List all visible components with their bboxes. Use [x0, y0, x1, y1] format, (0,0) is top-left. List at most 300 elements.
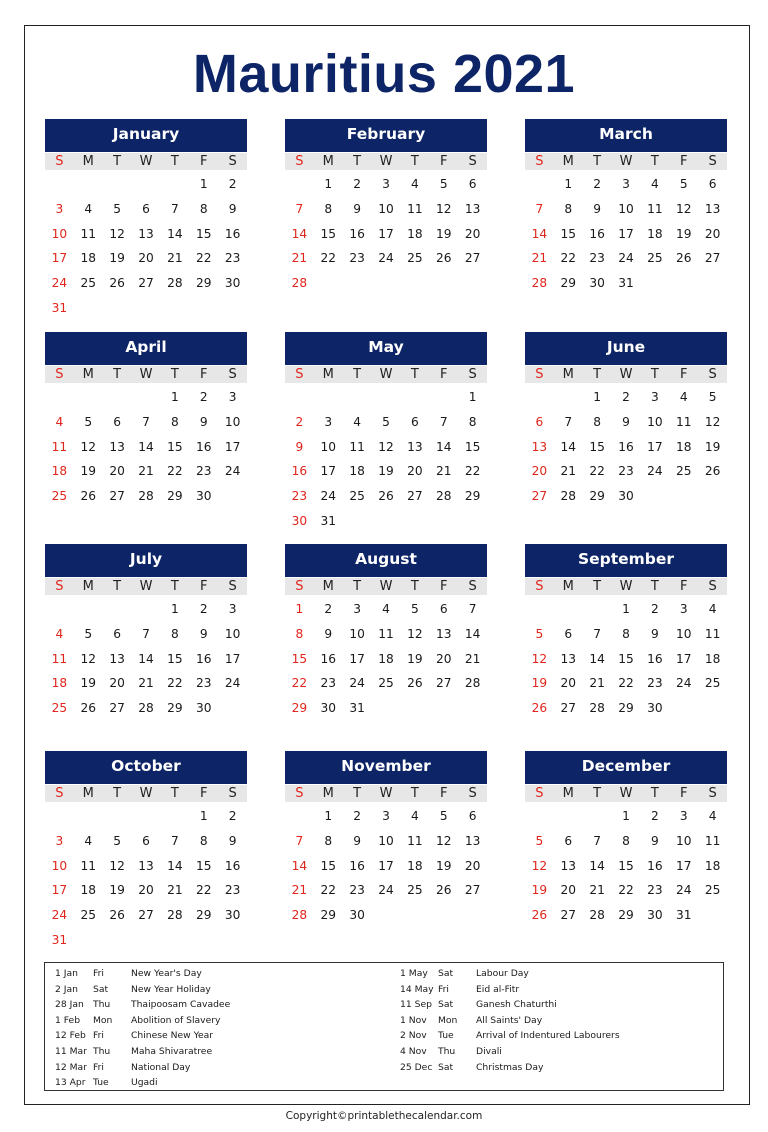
weekday-label: F [679, 367, 688, 382]
day-cell: 30 [589, 276, 605, 291]
holiday-date: 25 Dec [400, 1061, 433, 1073]
day-cell: 27 [407, 489, 423, 504]
holiday-date: 12 Mar [55, 1061, 87, 1073]
day-cell: 24 [618, 251, 634, 266]
month-name: December [525, 751, 727, 784]
day-cell: 6 [564, 833, 573, 848]
day-cell: 3 [55, 833, 64, 848]
day-cell: 9 [199, 626, 208, 641]
day-cell: 26 [531, 701, 548, 716]
day-cell: 6 [410, 414, 419, 429]
day-cell: 20 [435, 651, 452, 666]
day-cell: 6 [468, 177, 477, 191]
day-cell: 7 [142, 626, 150, 641]
day-cell: 12 [80, 651, 97, 666]
day-cell: 16 [195, 439, 212, 454]
day-cell: 22 [167, 676, 183, 691]
day-cell: 4 [679, 390, 688, 404]
weekday-label: M [322, 154, 334, 169]
week-row [45, 222, 247, 247]
day-cell: 7 [535, 201, 544, 216]
month-name: April [45, 332, 247, 365]
weekday-header [285, 785, 487, 802]
day-cell [343, 509, 372, 534]
week-row [285, 804, 487, 829]
day-cell: 17 [224, 439, 241, 454]
day-cell: 10 [647, 414, 663, 429]
holiday-weekday: Thu [93, 1045, 111, 1057]
day-cell: 22 [618, 883, 634, 898]
day-cell: 14 [464, 626, 481, 641]
day-cell: 31 [349, 701, 365, 716]
day-cell [103, 172, 132, 197]
day-cell: 24 [51, 276, 68, 291]
day-cell [218, 484, 247, 509]
day-cell: 30 [320, 701, 337, 716]
day-cell: 13 [109, 439, 125, 454]
weekday-label: S [295, 579, 304, 594]
day-cell: 4 [708, 602, 717, 616]
day-cell: 29 [618, 701, 634, 716]
day-cell: 21 [167, 883, 183, 898]
weekday-label: T [650, 579, 659, 594]
week-row [45, 197, 247, 222]
day-cell: 3 [679, 809, 688, 823]
month-name: October [45, 751, 247, 784]
day-cell: 16 [320, 651, 337, 666]
day-cell: 13 [704, 201, 721, 216]
day-cell [429, 696, 458, 721]
day-cell: 19 [531, 883, 548, 898]
week-row [285, 385, 487, 410]
weekday-header [285, 153, 487, 170]
weekday-label: T [170, 786, 179, 801]
day-cell: 22 [167, 464, 183, 479]
holiday-name: Divali [476, 1045, 502, 1057]
day-cell: 29 [464, 489, 481, 504]
day-cell: 30 [224, 908, 241, 923]
month-name: February [285, 119, 487, 152]
holiday-weekday: Tue [438, 1030, 454, 1042]
day-cell: 17 [378, 858, 394, 873]
day-cell: 21 [291, 251, 308, 266]
day-cell [554, 804, 583, 829]
weekday-label: S [55, 154, 64, 169]
day-cell: 26 [675, 251, 692, 266]
month-name: May [285, 332, 487, 365]
week-row [285, 696, 487, 721]
day-cell [525, 385, 554, 410]
weekday-label: M [82, 367, 94, 382]
weekday-header [45, 578, 247, 595]
day-cell: 18 [675, 439, 692, 454]
day-cell: 12 [378, 439, 394, 454]
day-cell: 8 [295, 626, 304, 641]
day-cell: 14 [138, 651, 154, 666]
day-cell: 20 [464, 226, 481, 241]
week-row [525, 671, 727, 696]
weekday-label: F [439, 786, 448, 801]
day-cell: 24 [675, 676, 692, 691]
weekday-header [525, 785, 727, 802]
day-cell: 20 [407, 464, 423, 479]
day-cell: 26 [704, 464, 721, 479]
day-cell: 25 [704, 676, 721, 691]
day-cell [372, 903, 401, 928]
day-cell: 3 [650, 390, 659, 404]
weekday-label: S [535, 154, 544, 169]
weekday-label: M [562, 786, 574, 801]
holiday-weekday: Sat [93, 983, 109, 995]
day-cell: 25 [80, 276, 97, 291]
day-cell: 8 [468, 414, 477, 429]
holiday-date: 1 May [400, 968, 428, 979]
weekday-label: F [439, 154, 448, 169]
weekday-label: W [379, 786, 393, 801]
copyright-footer: Copyright©printablethecalendar.com [285, 1110, 483, 1122]
holiday-date: 13 Apr [55, 1077, 86, 1089]
day-cell [285, 385, 314, 410]
day-cell: 27 [704, 251, 721, 266]
day-cell: 24 [378, 883, 394, 898]
day-cell: 10 [224, 414, 241, 429]
day-cell: 4 [410, 177, 419, 191]
day-cell: 11 [407, 833, 423, 848]
holiday-name: New Year Holiday [131, 983, 211, 995]
holiday-weekday: Sat [438, 968, 454, 979]
weekday-label: S [295, 367, 304, 382]
day-cell: 2 [353, 177, 362, 191]
holiday-name: Labour Day [476, 968, 529, 979]
day-cell: 15 [560, 226, 577, 241]
week-row [45, 854, 247, 879]
day-cell: 17 [647, 439, 663, 454]
day-cell: 7 [295, 833, 304, 848]
day-cell: 22 [618, 676, 634, 691]
weekday-label: M [562, 367, 574, 382]
day-cell: 18 [378, 651, 394, 666]
day-cell [343, 385, 372, 410]
day-cell: 25 [407, 251, 423, 266]
day-cell [218, 296, 247, 321]
day-cell [74, 385, 103, 410]
week-row [285, 271, 487, 296]
week-row [285, 459, 487, 484]
day-cell: 1 [324, 809, 333, 823]
day-cell: 19 [435, 226, 452, 241]
day-cell: 20 [531, 464, 548, 479]
day-cell [74, 172, 103, 197]
day-cell: 10 [320, 439, 337, 454]
holiday-date: 2 Nov [400, 1030, 427, 1042]
day-cell: 22 [320, 251, 337, 266]
holiday-weekday: Mon [93, 1014, 113, 1026]
month-february [285, 119, 487, 296]
weekday-label: S [468, 786, 477, 801]
day-cell: 8 [324, 833, 333, 848]
day-cell: 2 [353, 809, 362, 823]
day-cell: 14 [291, 858, 308, 873]
day-cell: 16 [224, 226, 241, 241]
day-cell: 3 [228, 602, 237, 616]
day-cell: 5 [410, 602, 419, 616]
day-cell: 23 [195, 676, 212, 691]
day-cell: 5 [535, 833, 544, 848]
day-cell: 15 [195, 226, 212, 241]
weekday-label: F [679, 786, 688, 801]
day-cell: 28 [589, 908, 605, 923]
day-cell: 19 [109, 883, 125, 898]
day-cell [400, 385, 429, 410]
weekday-label: T [593, 154, 602, 169]
day-cell [640, 271, 669, 296]
weekday-label: S [55, 367, 64, 382]
week-row [45, 385, 247, 410]
day-cell: 18 [704, 858, 721, 873]
week-row [525, 459, 727, 484]
week-row [285, 829, 487, 854]
week-row [525, 385, 727, 410]
day-cell: 21 [531, 251, 548, 266]
week-row [285, 197, 487, 222]
day-cell: 11 [647, 201, 663, 216]
day-cell [429, 271, 458, 296]
day-cell: 23 [224, 251, 241, 266]
day-cell: 14 [435, 439, 452, 454]
holiday-list [44, 962, 724, 1091]
weekday-label: T [113, 367, 122, 382]
day-cell: 14 [138, 439, 154, 454]
day-cell: 17 [618, 226, 634, 241]
weekday-label: S [295, 154, 304, 169]
day-cell: 26 [80, 489, 97, 504]
weekday-header [45, 366, 247, 383]
day-cell: 16 [349, 226, 365, 241]
day-cell: 14 [167, 226, 183, 241]
day-cell: 20 [560, 883, 577, 898]
weekday-label: T [593, 579, 602, 594]
day-cell: 22 [464, 464, 481, 479]
day-cell: 18 [407, 858, 423, 873]
holiday-date: 11 Mar [55, 1045, 87, 1057]
weekday-header [525, 153, 727, 170]
day-cell: 4 [708, 809, 717, 823]
month-name: November [285, 751, 487, 784]
day-cell: 7 [295, 201, 304, 216]
day-cell: 1 [593, 390, 602, 404]
week-row [45, 459, 247, 484]
day-cell: 14 [589, 858, 605, 873]
day-cell: 24 [378, 251, 394, 266]
day-cell: 17 [378, 226, 394, 241]
day-cell [103, 928, 132, 953]
day-cell: 12 [531, 651, 548, 666]
day-cell: 20 [138, 251, 154, 266]
weekday-label: S [228, 154, 237, 169]
day-cell: 12 [435, 201, 452, 216]
day-cell: 26 [378, 489, 394, 504]
weekday-label: T [410, 154, 419, 169]
week-row [45, 903, 247, 928]
day-cell: 23 [291, 489, 308, 504]
day-cell [103, 597, 132, 622]
day-cell: 23 [647, 883, 663, 898]
day-cell: 20 [109, 676, 125, 691]
week-row [285, 671, 487, 696]
day-cell: 2 [324, 602, 333, 616]
day-cell: 24 [647, 464, 663, 479]
month-name: August [285, 544, 487, 577]
day-cell: 2 [199, 602, 208, 616]
day-cell [372, 509, 401, 534]
day-cell: 21 [138, 676, 154, 691]
day-cell: 12 [80, 439, 97, 454]
day-cell: 24 [51, 908, 68, 923]
day-cell: 31 [51, 932, 68, 947]
day-cell: 26 [435, 251, 452, 266]
day-cell [343, 271, 372, 296]
week-row [45, 671, 247, 696]
day-cell: 30 [195, 701, 212, 716]
day-cell [372, 385, 401, 410]
holiday-date: 28 Jan [55, 999, 84, 1011]
day-cell: 4 [650, 177, 659, 191]
day-cell: 10 [378, 833, 394, 848]
weekday-label: S [295, 786, 304, 801]
day-cell: 15 [464, 439, 481, 454]
day-cell [400, 696, 429, 721]
day-cell: 19 [80, 464, 97, 479]
month-may [285, 332, 487, 534]
day-cell [400, 271, 429, 296]
day-cell [160, 928, 189, 953]
day-cell: 25 [675, 464, 692, 479]
holiday-weekday: Fri [93, 1061, 104, 1073]
day-cell: 29 [167, 489, 183, 504]
day-cell: 11 [349, 439, 365, 454]
day-cell [74, 597, 103, 622]
day-cell: 9 [199, 414, 208, 429]
day-cell: 10 [51, 858, 68, 873]
day-cell: 29 [167, 701, 183, 716]
day-cell [525, 804, 554, 829]
weekday-label: S [228, 367, 237, 382]
weekday-label: T [353, 579, 362, 594]
day-cell: 7 [170, 833, 179, 848]
holiday-name: Abolition of Slavery [131, 1014, 221, 1026]
day-cell: 10 [675, 626, 692, 641]
day-cell [669, 696, 698, 721]
weekday-label: T [113, 154, 122, 169]
day-cell: 9 [593, 201, 602, 216]
day-cell: 15 [291, 651, 308, 666]
day-cell [132, 928, 161, 953]
day-cell [45, 385, 74, 410]
day-cell [458, 271, 487, 296]
day-cell: 5 [535, 626, 544, 641]
day-cell: 13 [531, 439, 548, 454]
day-cell: 21 [435, 464, 452, 479]
holiday-name: Ugadi [131, 1077, 158, 1089]
month-name: March [525, 119, 727, 152]
day-cell: 15 [167, 439, 183, 454]
day-cell: 15 [195, 858, 212, 873]
day-cell: 15 [589, 439, 605, 454]
day-cell: 21 [589, 676, 605, 691]
day-cell: 19 [378, 464, 394, 479]
day-cell: 18 [647, 226, 663, 241]
day-cell: 3 [622, 177, 630, 191]
day-cell: 29 [195, 276, 212, 291]
page-title: Mauritius 2021 [192, 44, 576, 104]
day-cell: 9 [650, 626, 659, 641]
day-cell: 5 [439, 177, 448, 191]
day-cell: 3 [324, 414, 333, 429]
day-cell: 31 [618, 276, 634, 291]
day-cell: 19 [109, 251, 125, 266]
holiday-weekday: Fri [93, 1030, 104, 1042]
day-cell: 8 [170, 626, 179, 641]
holiday-weekday: Thu [438, 1045, 456, 1057]
week-row [285, 410, 487, 435]
week-row [285, 597, 487, 622]
week-row [285, 246, 487, 271]
week-row [45, 597, 247, 622]
day-cell: 23 [349, 251, 365, 266]
weekday-label: W [139, 154, 153, 169]
week-row [285, 647, 487, 672]
day-cell [74, 928, 103, 953]
holiday-name: Arrival of Indentured Labourers [476, 1030, 620, 1042]
day-cell: 10 [675, 833, 692, 848]
day-cell: 4 [382, 602, 390, 616]
weekday-label: M [322, 367, 334, 382]
day-cell: 2 [199, 390, 208, 404]
day-cell: 4 [55, 414, 64, 429]
holiday-name: National Day [131, 1061, 191, 1073]
weekday-label: S [708, 367, 717, 382]
holiday-date: 1 Nov [400, 1014, 427, 1026]
day-cell: 1 [622, 809, 630, 823]
day-cell: 23 [647, 676, 663, 691]
weekday-label: T [170, 579, 179, 594]
holiday-date: 11 Sep [400, 999, 432, 1011]
day-cell: 1 [622, 602, 630, 616]
day-cell [132, 385, 161, 410]
day-cell: 23 [320, 676, 337, 691]
day-cell: 7 [142, 414, 150, 429]
day-cell: 16 [349, 858, 365, 873]
day-cell: 6 [564, 626, 573, 641]
weekday-label: W [379, 367, 393, 382]
day-cell [45, 804, 74, 829]
day-cell: 30 [647, 908, 663, 923]
day-cell: 15 [320, 226, 337, 241]
day-cell: 29 [195, 908, 212, 923]
week-row [285, 172, 487, 197]
day-cell: 14 [589, 651, 605, 666]
day-cell: 21 [589, 883, 605, 898]
day-cell: 12 [704, 414, 721, 429]
day-cell [314, 271, 343, 296]
day-cell: 24 [349, 676, 365, 691]
weekday-label: T [113, 579, 122, 594]
day-cell: 10 [618, 201, 634, 216]
day-cell [372, 696, 401, 721]
day-cell: 16 [647, 651, 663, 666]
day-cell: 27 [109, 701, 125, 716]
day-cell: 20 [560, 676, 577, 691]
